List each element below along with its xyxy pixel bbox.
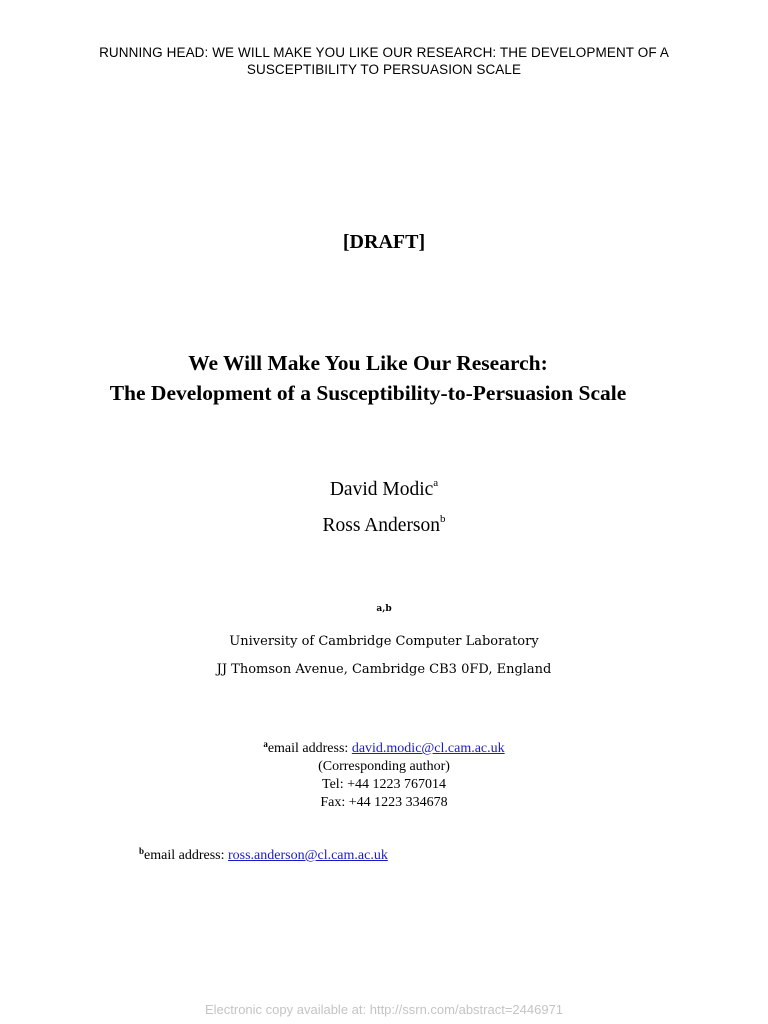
paper-title <box>0 348 736 408</box>
affiliation <box>0 600 768 684</box>
running-head-line-1: RUNNING HEAD: WE WILL MAKE YOU LIKE OUR RESEARCH: THE DEVELOPMENT OF A <box>99 45 669 60</box>
author-list <box>0 472 768 544</box>
email-link-ross-anderson[interactable]: ross.anderson@cl.cam.ac.uk <box>228 848 388 863</box>
author-david-modic <box>0 472 768 508</box>
contact-second-author <box>139 847 388 865</box>
affiliation-marks: a,b <box>376 604 392 614</box>
running-head-line-2: SUSCEPTIBILITY TO PERSUASION SCALE <box>246 62 522 77</box>
draft-label: [DRAFT] <box>342 231 426 253</box>
fax: Fax: +44 1223 334678 <box>320 795 448 810</box>
contact-corresponding-author <box>0 740 768 812</box>
author-name: David Modic <box>329 479 434 500</box>
paper-title-line-1: We Will Make You Like Our Research: <box>188 351 548 375</box>
author-affiliation-mark: b <box>440 513 446 525</box>
email-link-david-modic[interactable]: david.modic@cl.cam.ac.uk <box>351 741 505 756</box>
corresponding-author-note: (Corresponding author) <box>318 759 450 774</box>
contact-email-line <box>0 740 768 758</box>
author-ross-anderson <box>0 508 768 544</box>
affiliation-address: JJ Thomson Avenue, Cambridge CB3 0FD, England <box>216 662 552 677</box>
email-label: email address: <box>144 848 228 863</box>
paper-title-line-2: The Development of a Susceptibility-to-Persuasion Scale <box>109 381 627 405</box>
contact-mark: a <box>263 739 268 749</box>
ssrn-footer-watermark: Electronic copy available at: http://ssrn.com/abstract=2446971 <box>204 1002 564 1017</box>
affiliation-institution-line <box>0 600 768 656</box>
running-head <box>0 44 768 78</box>
author-name: Ross Anderson <box>322 515 441 536</box>
telephone: Tel: +44 1223 767014 <box>322 777 446 792</box>
affiliation-institution: University of Cambridge Computer Laboratory <box>229 634 539 649</box>
email-label: email address: <box>267 741 352 756</box>
author-affiliation-mark: a <box>433 477 439 489</box>
contact-mark: b <box>139 846 145 856</box>
